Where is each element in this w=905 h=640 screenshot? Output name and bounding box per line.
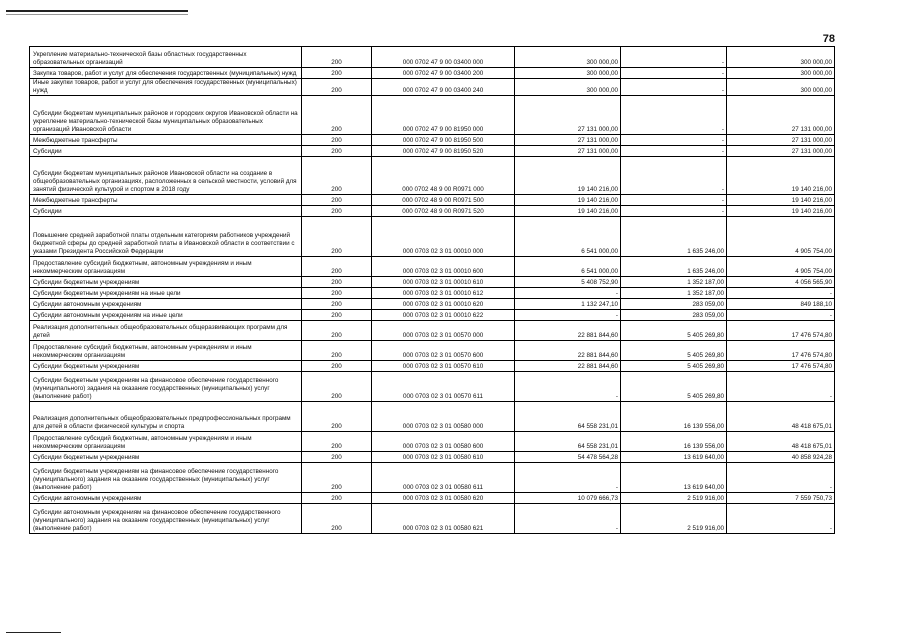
row-executed-sum: - bbox=[621, 135, 727, 146]
row-approved-sum: 27 131 000,00 bbox=[515, 146, 621, 157]
row-name: Субсидии автономным учреждениям bbox=[30, 493, 302, 504]
table-row bbox=[30, 402, 835, 432]
table-row bbox=[30, 277, 835, 288]
row-name: Субсидии бюджетным учреждениям bbox=[30, 452, 302, 463]
row-approved-sum: 19 140 216,00 bbox=[515, 157, 621, 195]
row-name: Предоставление субсидий бюджетным, автономным учреждениям и иным некоммерческим организациям bbox=[30, 432, 302, 452]
row-name: Иные закупки товаров, работ и услуг для обеспечения государственных (муниципальных) нужд bbox=[30, 79, 302, 96]
row-name: Реализация дополнительных общеобразовательных предпрофессиональных программ для детей в области физической культуры и спорта bbox=[30, 402, 302, 432]
row-budget-code: 000 0703 02 3 01 00570 000 bbox=[372, 321, 515, 341]
row-name: Реализация дополнительных общеобразовательных общеразвивающих программ для детей bbox=[30, 321, 302, 341]
row-budget-code: 000 0702 47 9 00 81950 520 bbox=[372, 146, 515, 157]
row-admin-code: 200 bbox=[302, 432, 372, 452]
row-approved-sum: 22 881 844,60 bbox=[515, 361, 621, 372]
row-budget-code: 000 0702 47 9 00 03400 240 bbox=[372, 79, 515, 96]
row-remaining-sum: 19 140 216,00 bbox=[727, 157, 835, 195]
table-row bbox=[30, 79, 835, 96]
row-admin-code: 200 bbox=[302, 402, 372, 432]
row-admin-code: 200 bbox=[302, 361, 372, 372]
table-row bbox=[30, 217, 835, 257]
table-row bbox=[30, 372, 835, 402]
row-remaining-sum: 7 559 750,73 bbox=[727, 493, 835, 504]
row-executed-sum: 13 619 640,00 bbox=[621, 452, 727, 463]
row-name: Повышение средней заработной платы отдельным категориям работников учреждений бюджетной сферы до средней заработной платы в Ивановской области в соответствии с указами Президента Российской Федерации bbox=[30, 217, 302, 257]
row-budget-code: 000 0702 47 9 00 81950 000 bbox=[372, 96, 515, 135]
row-remaining-sum: 19 140 216,00 bbox=[727, 195, 835, 206]
row-admin-code: 200 bbox=[302, 299, 372, 310]
row-remaining-sum: 27 131 000,00 bbox=[727, 96, 835, 135]
row-approved-sum: - bbox=[515, 310, 621, 321]
row-approved-sum: 19 140 216,00 bbox=[515, 206, 621, 217]
row-executed-sum: 283 059,00 bbox=[621, 299, 727, 310]
row-executed-sum: 1 635 246,00 bbox=[621, 257, 727, 277]
row-executed-sum: 1 352 187,00 bbox=[621, 288, 727, 299]
row-admin-code: 200 bbox=[302, 157, 372, 195]
row-approved-sum: 54 478 564,28 bbox=[515, 452, 621, 463]
row-name: Закупка товаров, работ и услуг для обеспечения государственных (муниципальных) нужд bbox=[30, 68, 302, 79]
row-executed-sum: 5 405 269,80 bbox=[621, 321, 727, 341]
row-budget-code: 000 0703 02 3 01 00580 000 bbox=[372, 402, 515, 432]
row-approved-sum: 300 000,00 bbox=[515, 68, 621, 79]
row-executed-sum: 1 635 246,00 bbox=[621, 217, 727, 257]
row-budget-code: 000 0702 47 9 00 03400 200 bbox=[372, 68, 515, 79]
budget-table bbox=[29, 46, 835, 534]
row-executed-sum: - bbox=[621, 206, 727, 217]
row-admin-code: 200 bbox=[302, 217, 372, 257]
table-row bbox=[30, 135, 835, 146]
row-admin-code: 200 bbox=[302, 206, 372, 217]
row-admin-code: 200 bbox=[302, 68, 372, 79]
row-budget-code: 000 0703 02 3 01 00010 612 bbox=[372, 288, 515, 299]
row-remaining-sum: 300 000,00 bbox=[727, 68, 835, 79]
row-remaining-sum: 300 000,00 bbox=[727, 79, 835, 96]
row-executed-sum: - bbox=[621, 96, 727, 135]
row-budget-code: 000 0703 02 3 01 00010 000 bbox=[372, 217, 515, 257]
row-approved-sum: 22 881 844,60 bbox=[515, 321, 621, 341]
row-budget-code: 000 0703 02 3 01 00010 610 bbox=[372, 277, 515, 288]
row-name: Предоставление субсидий бюджетным, автономным учреждениям и иным некоммерческим организациям bbox=[30, 341, 302, 361]
table-row bbox=[30, 432, 835, 452]
row-budget-code: 000 0702 48 9 00 R0971 000 bbox=[372, 157, 515, 195]
table-row bbox=[30, 47, 835, 68]
row-approved-sum: 10 079 666,73 bbox=[515, 493, 621, 504]
row-approved-sum: 27 131 000,00 bbox=[515, 135, 621, 146]
table-row bbox=[30, 504, 835, 534]
row-approved-sum: - bbox=[515, 463, 621, 493]
row-budget-code: 000 0702 47 9 00 03400 000 bbox=[372, 47, 515, 68]
row-executed-sum: - bbox=[621, 47, 727, 68]
row-admin-code: 200 bbox=[302, 96, 372, 135]
row-remaining-sum: 4 905 754,00 bbox=[727, 257, 835, 277]
row-name: Субсидии bbox=[30, 146, 302, 157]
row-admin-code: 200 bbox=[302, 277, 372, 288]
table-row bbox=[30, 206, 835, 217]
table-row bbox=[30, 257, 835, 277]
table-row bbox=[30, 288, 835, 299]
row-remaining-sum: - bbox=[727, 288, 835, 299]
row-approved-sum: 22 881 844,60 bbox=[515, 341, 621, 361]
table-row bbox=[30, 493, 835, 504]
row-admin-code: 200 bbox=[302, 47, 372, 68]
row-approved-sum: 19 140 216,00 bbox=[515, 195, 621, 206]
row-executed-sum: - bbox=[621, 79, 727, 96]
row-remaining-sum: 48 418 675,01 bbox=[727, 432, 835, 452]
row-admin-code: 200 bbox=[302, 288, 372, 299]
row-remaining-sum: 17 476 574,80 bbox=[727, 361, 835, 372]
row-approved-sum: - bbox=[515, 288, 621, 299]
row-budget-code: 000 0703 02 3 01 00580 620 bbox=[372, 493, 515, 504]
row-name: Укрепление материально-технической базы областных государственных образовательных организаций bbox=[30, 47, 302, 68]
row-remaining-sum: - bbox=[727, 463, 835, 493]
row-remaining-sum: 19 140 216,00 bbox=[727, 206, 835, 217]
row-executed-sum: 2 519 916,00 bbox=[621, 504, 727, 534]
header-rule-thin bbox=[6, 14, 188, 15]
table-row bbox=[30, 321, 835, 341]
row-admin-code: 200 bbox=[302, 135, 372, 146]
row-budget-code: 000 0702 48 9 00 R0971 520 bbox=[372, 206, 515, 217]
row-approved-sum: 300 000,00 bbox=[515, 79, 621, 96]
row-remaining-sum: - bbox=[727, 372, 835, 402]
row-name: Субсидии бюджетам муниципальных районов Ивановской области на создание в общеобразовательных организациях, расположенных в сельской местности, условий для занятий физической культурой и спортом в 2018 году bbox=[30, 157, 302, 195]
row-executed-sum: 5 405 269,80 bbox=[621, 361, 727, 372]
row-admin-code: 200 bbox=[302, 257, 372, 277]
row-budget-code: 000 0702 47 9 00 81950 500 bbox=[372, 135, 515, 146]
row-name: Субсидии бюджетным учреждениям bbox=[30, 361, 302, 372]
row-name: Субсидии бюджетным учреждениям bbox=[30, 277, 302, 288]
row-budget-code: 000 0703 02 3 01 00580 621 bbox=[372, 504, 515, 534]
row-approved-sum: 6 541 000,00 bbox=[515, 257, 621, 277]
row-executed-sum: 16 139 556,00 bbox=[621, 432, 727, 452]
row-executed-sum: 5 405 269,80 bbox=[621, 341, 727, 361]
row-budget-code: 000 0703 02 3 01 00580 611 bbox=[372, 463, 515, 493]
row-name: Межбюджетные трансферты bbox=[30, 195, 302, 206]
table-row bbox=[30, 146, 835, 157]
table-row bbox=[30, 195, 835, 206]
row-executed-sum: 1 352 187,00 bbox=[621, 277, 727, 288]
table-row bbox=[30, 157, 835, 195]
row-approved-sum: 300 000,00 bbox=[515, 47, 621, 68]
row-approved-sum: - bbox=[515, 504, 621, 534]
row-admin-code: 200 bbox=[302, 79, 372, 96]
row-approved-sum: 5 408 752,90 bbox=[515, 277, 621, 288]
table-row bbox=[30, 463, 835, 493]
header-rule bbox=[6, 10, 188, 12]
row-budget-code: 000 0703 02 3 01 00580 600 bbox=[372, 432, 515, 452]
table-row bbox=[30, 96, 835, 135]
row-name: Субсидии автономным учреждениям на финансовое обеспечение государственного (муниципального) задания на оказание государственных (муниципальных) услуг (выполнение работ) bbox=[30, 504, 302, 534]
table-row bbox=[30, 361, 835, 372]
row-remaining-sum: 40 858 924,28 bbox=[727, 452, 835, 463]
row-remaining-sum: 17 476 574,80 bbox=[727, 321, 835, 341]
row-executed-sum: 13 619 640,00 bbox=[621, 463, 727, 493]
row-budget-code: 000 0703 02 3 01 00010 622 bbox=[372, 310, 515, 321]
row-budget-code: 000 0703 02 3 01 00010 600 bbox=[372, 257, 515, 277]
row-approved-sum: 64 558 231,01 bbox=[515, 432, 621, 452]
row-remaining-sum: 849 188,10 bbox=[727, 299, 835, 310]
row-executed-sum: - bbox=[621, 68, 727, 79]
footer-rule bbox=[6, 632, 61, 633]
table-row bbox=[30, 299, 835, 310]
row-budget-code: 000 0703 02 3 01 00570 600 bbox=[372, 341, 515, 361]
table-row bbox=[30, 68, 835, 79]
page-number: 78 bbox=[822, 33, 835, 45]
row-budget-code: 000 0702 48 9 00 R0971 500 bbox=[372, 195, 515, 206]
row-executed-sum: - bbox=[621, 195, 727, 206]
row-admin-code: 200 bbox=[302, 372, 372, 402]
row-admin-code: 200 bbox=[302, 146, 372, 157]
row-executed-sum: 283 059,00 bbox=[621, 310, 727, 321]
row-admin-code: 200 bbox=[302, 504, 372, 534]
row-remaining-sum: 4 905 754,00 bbox=[727, 217, 835, 257]
row-executed-sum: 2 519 916,00 bbox=[621, 493, 727, 504]
table-row bbox=[30, 310, 835, 321]
row-name: Субсидии бюджетным учреждениям на финансовое обеспечение государственного (муниципального) задания на оказание государственных (муниципальных) услуг (выполнение работ) bbox=[30, 463, 302, 493]
row-budget-code: 000 0703 02 3 01 00580 610 bbox=[372, 452, 515, 463]
row-name: Субсидии бюджетным учреждениям на иные цели bbox=[30, 288, 302, 299]
table-row bbox=[30, 341, 835, 361]
table-row bbox=[30, 452, 835, 463]
row-remaining-sum: 4 056 565,90 bbox=[727, 277, 835, 288]
row-remaining-sum: 27 131 000,00 bbox=[727, 135, 835, 146]
row-approved-sum: 27 131 000,00 bbox=[515, 96, 621, 135]
row-name: Субсидии бюджетным учреждениям на финансовое обеспечение государственного (муниципального) задания на оказание государственных (муниципальных) услуг (выполнение работ) bbox=[30, 372, 302, 402]
row-budget-code: 000 0703 02 3 01 00570 611 bbox=[372, 372, 515, 402]
row-admin-code: 200 bbox=[302, 452, 372, 463]
row-name: Субсидии bbox=[30, 206, 302, 217]
row-approved-sum: 6 541 000,00 bbox=[515, 217, 621, 257]
row-approved-sum: - bbox=[515, 372, 621, 402]
row-budget-code: 000 0703 02 3 01 00570 610 bbox=[372, 361, 515, 372]
row-admin-code: 200 bbox=[302, 341, 372, 361]
row-executed-sum: 5 405 269,80 bbox=[621, 372, 727, 402]
row-approved-sum: 1 132 247,10 bbox=[515, 299, 621, 310]
row-name: Предоставление субсидий бюджетным, автономным учреждениям и иным некоммерческим организациям bbox=[30, 257, 302, 277]
row-admin-code: 200 bbox=[302, 195, 372, 206]
row-executed-sum: - bbox=[621, 146, 727, 157]
row-admin-code: 200 bbox=[302, 310, 372, 321]
row-remaining-sum: - bbox=[727, 310, 835, 321]
row-name: Межбюджетные трансферты bbox=[30, 135, 302, 146]
row-remaining-sum: 17 476 574,80 bbox=[727, 341, 835, 361]
row-admin-code: 200 bbox=[302, 321, 372, 341]
row-name: Субсидии бюджетам муниципальных районов и городских округов Ивановской области на укрепление материально-технической базы муниципальных образовательных организаций Ивановской области bbox=[30, 96, 302, 135]
row-budget-code: 000 0703 02 3 01 00010 620 bbox=[372, 299, 515, 310]
row-approved-sum: 64 558 231,01 bbox=[515, 402, 621, 432]
row-name: Субсидии автономным учреждениям bbox=[30, 299, 302, 310]
row-remaining-sum: 300 000,00 bbox=[727, 47, 835, 68]
row-remaining-sum: 48 418 675,01 bbox=[727, 402, 835, 432]
row-remaining-sum: - bbox=[727, 504, 835, 534]
row-name: Субсидии автономным учреждениям на иные цели bbox=[30, 310, 302, 321]
row-remaining-sum: 27 131 000,00 bbox=[727, 146, 835, 157]
row-executed-sum: - bbox=[621, 157, 727, 195]
row-admin-code: 200 bbox=[302, 463, 372, 493]
budget-table-body bbox=[30, 47, 835, 534]
row-admin-code: 200 bbox=[302, 493, 372, 504]
row-executed-sum: 16 139 556,00 bbox=[621, 402, 727, 432]
